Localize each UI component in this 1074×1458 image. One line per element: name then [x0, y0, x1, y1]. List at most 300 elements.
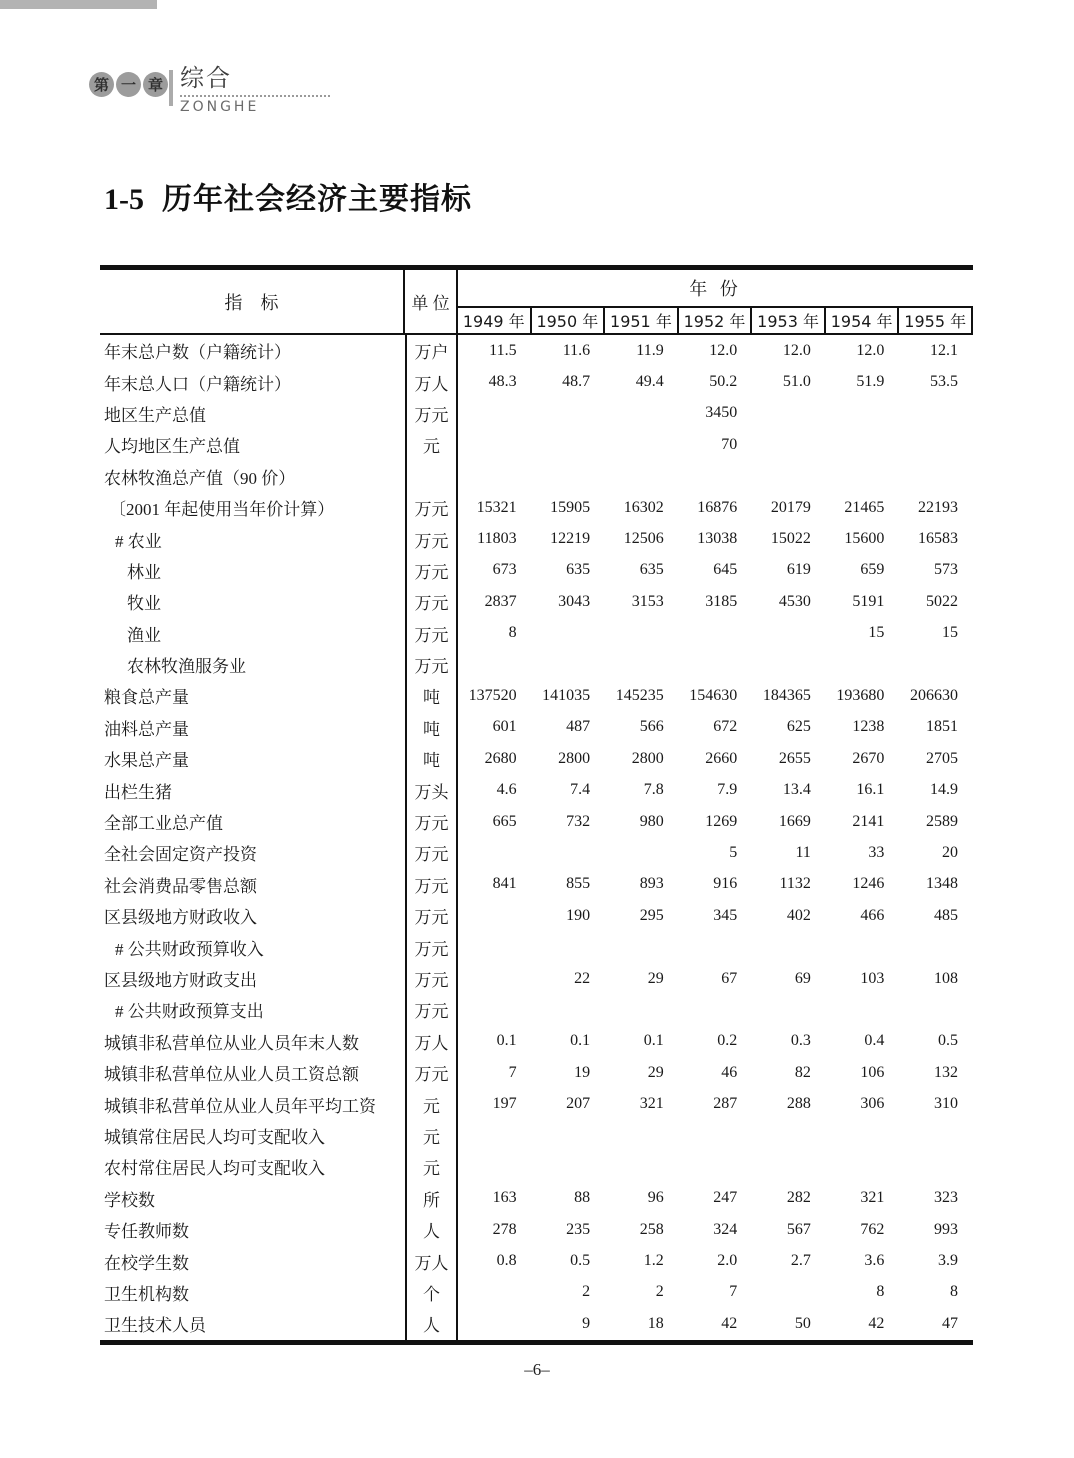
row-unit: 万元	[405, 649, 458, 680]
row-value: 20179	[770, 498, 811, 516]
row-value	[532, 461, 606, 492]
row-value: 306	[860, 1095, 885, 1113]
row-value: 50	[794, 1314, 811, 1332]
row-value	[899, 1120, 973, 1151]
chapter-badge-circle: 一	[116, 72, 141, 97]
row-value: 2670	[852, 749, 885, 767]
row-value: 402	[786, 906, 811, 924]
row-label: # 公共财政预算收入	[115, 939, 264, 959]
row-value: 310	[933, 1095, 958, 1113]
row-value	[899, 649, 973, 680]
row-value	[605, 649, 679, 680]
row-value: 0.5	[937, 1032, 958, 1050]
row-value: 7	[729, 1283, 738, 1301]
row-value: 19	[574, 1063, 591, 1081]
indicators-table	[100, 265, 973, 1345]
row-label: 城镇非私营单位从业人员年末人数	[104, 1033, 359, 1053]
row-value: 7.9	[717, 781, 738, 799]
row-value	[752, 618, 826, 649]
row-value: 12.0	[856, 341, 885, 359]
table-row	[100, 869, 973, 900]
row-value	[458, 963, 532, 994]
row-value	[679, 649, 753, 680]
row-unit: 万元	[405, 1057, 458, 1088]
header-unit: 单 位	[405, 270, 458, 333]
row-value: 1851	[925, 718, 958, 736]
row-value	[532, 649, 606, 680]
row-value: 2800	[631, 749, 664, 767]
row-value	[605, 398, 679, 429]
row-value: 48.3	[488, 373, 517, 391]
row-label: 出栏生猪	[104, 782, 172, 802]
row-value: 103	[860, 969, 885, 987]
row-value: 3.6	[864, 1252, 885, 1270]
row-value: 13038	[697, 530, 738, 548]
row-value: 42	[868, 1314, 885, 1332]
row-value	[605, 994, 679, 1025]
table-row	[100, 618, 973, 649]
table-row	[100, 743, 973, 774]
row-value: 67	[721, 969, 738, 987]
row-value: 16876	[697, 498, 738, 516]
row-unit: 万元	[405, 618, 458, 649]
row-value: 0.2	[717, 1032, 738, 1050]
row-value: 0.1	[496, 1032, 517, 1050]
row-label: 学校数	[104, 1190, 155, 1210]
row-value: 635	[639, 561, 664, 579]
row-value: 1348	[925, 875, 958, 893]
row-value: 48.7	[562, 373, 591, 391]
row-value	[679, 931, 753, 962]
page-number: –6–	[524, 1360, 550, 1379]
row-value: 42	[721, 1314, 738, 1332]
row-unit: 万元	[405, 837, 458, 868]
row-value: 980	[639, 812, 664, 830]
row-value: 993	[933, 1220, 958, 1238]
row-value: 163	[492, 1189, 517, 1207]
row-value	[458, 994, 532, 1025]
row-value: 321	[860, 1189, 885, 1207]
row-label: 城镇非私营单位从业人员工资总额	[104, 1065, 359, 1085]
row-value: 15321	[476, 498, 517, 516]
table-row	[100, 1088, 973, 1119]
row-value	[752, 1277, 826, 1308]
row-value: 3153	[631, 592, 664, 610]
section-title	[104, 174, 472, 218]
row-value: 15022	[770, 530, 811, 548]
row-label: 油料总产量	[104, 719, 189, 739]
row-value	[826, 931, 900, 962]
row-unit: 万元	[405, 523, 458, 554]
row-unit: 万元	[405, 555, 458, 586]
table-row	[100, 366, 973, 397]
row-value: 3043	[558, 592, 591, 610]
table-row	[100, 1214, 973, 1245]
table-row	[100, 1308, 973, 1339]
row-value: 2705	[925, 749, 958, 767]
row-value: 46	[721, 1063, 738, 1081]
row-value: 15	[868, 624, 885, 642]
row-value: 12506	[623, 530, 664, 548]
row-value: 106	[860, 1063, 885, 1081]
table-row	[100, 900, 973, 931]
row-value: 916	[713, 875, 738, 893]
row-value: 15600	[844, 530, 885, 548]
row-value: 18	[647, 1314, 664, 1332]
row-value: 3185	[705, 592, 738, 610]
table-row	[100, 492, 973, 523]
row-unit: 万人	[405, 1026, 458, 1057]
row-value: 7.4	[570, 781, 591, 799]
row-unit: 万人	[405, 366, 458, 397]
row-value	[899, 1151, 973, 1182]
row-label: 农村常住居民人均可支配收入	[104, 1159, 325, 1179]
row-value: 8	[508, 624, 517, 642]
row-value	[458, 837, 532, 868]
year-col-header: 1949 年	[458, 308, 532, 333]
row-value	[458, 900, 532, 931]
row-value	[605, 931, 679, 962]
row-value	[826, 994, 900, 1025]
row-value	[605, 429, 679, 460]
row-unit: 万元	[405, 900, 458, 931]
row-value: 1246	[852, 875, 885, 893]
row-value: 1238	[852, 718, 885, 736]
row-unit: 所	[405, 1183, 458, 1214]
row-label: 地区生产总值	[104, 405, 206, 425]
row-value: 288	[786, 1095, 811, 1113]
row-value	[532, 429, 606, 460]
table-row	[100, 523, 973, 554]
row-value: 15905	[550, 498, 591, 516]
row-label: 专任教师数	[104, 1222, 189, 1242]
row-value: 193680	[836, 686, 885, 704]
row-unit: 元	[405, 1120, 458, 1151]
row-value: 53.5	[929, 373, 958, 391]
row-value: 51.9	[856, 373, 885, 391]
table-row	[100, 806, 973, 837]
row-value: 22	[574, 969, 591, 987]
row-unit: 个	[405, 1277, 458, 1308]
row-value: 8	[876, 1283, 885, 1301]
row-unit: 万元	[405, 994, 458, 1025]
row-value	[899, 398, 973, 429]
section-title-text: 历年社会经济主要指标	[162, 183, 472, 216]
row-value: 137520	[468, 686, 517, 704]
row-value: 51.0	[782, 373, 811, 391]
row-value	[826, 1120, 900, 1151]
row-label: 林业	[127, 562, 161, 582]
row-label: # 公共财政预算支出	[115, 1002, 264, 1022]
row-value	[679, 994, 753, 1025]
table-body	[100, 335, 973, 1345]
row-value: 29	[647, 969, 664, 987]
row-value: 3450	[705, 404, 738, 422]
row-value	[899, 994, 973, 1025]
row-value: 665	[492, 812, 517, 830]
row-value	[532, 931, 606, 962]
row-value	[458, 1151, 532, 1182]
row-label: # 农业	[115, 531, 162, 551]
row-value	[458, 1120, 532, 1151]
row-unit: 元	[405, 1088, 458, 1119]
row-value	[826, 398, 900, 429]
row-value: 1.2	[643, 1252, 664, 1270]
row-label: 卫生技术人员	[104, 1316, 206, 1336]
row-value: 732	[566, 812, 591, 830]
row-value: 82	[794, 1063, 811, 1081]
row-value: 12.0	[709, 341, 738, 359]
row-value: 487	[566, 718, 591, 736]
chapter-badge-circle: 章	[143, 72, 168, 97]
row-value: 635	[566, 561, 591, 579]
row-value: 8	[949, 1283, 958, 1301]
row-value: 108	[933, 969, 958, 987]
row-unit: 吨	[405, 680, 458, 711]
row-label: 区县级地方财政收入	[104, 908, 257, 928]
row-label: 水果总产量	[104, 751, 189, 771]
section-number: 1-5	[104, 183, 144, 216]
row-value: 12.1	[929, 341, 958, 359]
row-value	[752, 461, 826, 492]
row-value: 184365	[762, 686, 811, 704]
row-value: 15	[941, 624, 958, 642]
row-value: 3.9	[937, 1252, 958, 1270]
row-label: 农林牧渔服务业	[127, 657, 246, 677]
row-value	[458, 649, 532, 680]
row-label: 〔2001 年起使用当年价计算）	[109, 500, 335, 520]
row-value	[826, 1151, 900, 1182]
row-value: 893	[639, 875, 664, 893]
row-value: 132	[933, 1063, 958, 1081]
row-value: 321	[639, 1095, 664, 1113]
row-value: 11.6	[562, 341, 591, 359]
row-unit: 万元	[405, 586, 458, 617]
row-value	[752, 398, 826, 429]
row-value: 2.0	[717, 1252, 738, 1270]
row-value: 5191	[852, 592, 885, 610]
chapter-subtitle: ZONGHE	[180, 99, 260, 116]
row-unit: 万元	[405, 492, 458, 523]
table-row	[100, 649, 973, 680]
row-value: 323	[933, 1189, 958, 1207]
row-value: 625	[786, 718, 811, 736]
row-value: 567	[786, 1220, 811, 1238]
table-row	[100, 1277, 973, 1308]
row-unit: 元	[405, 1151, 458, 1182]
row-value: 619	[786, 561, 811, 579]
row-value: 841	[492, 875, 517, 893]
row-label: 粮食总产量	[104, 688, 189, 708]
table-row	[100, 680, 973, 711]
row-unit: 万人	[405, 1245, 458, 1276]
row-value: 2680	[484, 749, 517, 767]
row-value: 70	[721, 435, 738, 453]
header-year-group: 年 份	[689, 279, 742, 299]
table-row	[100, 1183, 973, 1214]
row-value: 2.7	[790, 1252, 811, 1270]
row-value: 12.0	[782, 341, 811, 359]
year-col-header: 1954 年	[826, 308, 900, 333]
row-value	[752, 429, 826, 460]
row-label: 牧业	[127, 594, 161, 614]
row-value: 0.5	[570, 1252, 591, 1270]
row-value: 485	[933, 906, 958, 924]
table-row	[100, 1057, 973, 1088]
row-value: 21465	[844, 498, 885, 516]
row-unit: 万头	[405, 774, 458, 805]
year-col-header: 1953 年	[752, 308, 826, 333]
row-value	[899, 429, 973, 460]
row-value	[679, 618, 753, 649]
row-label: 城镇常住居民人均可支配收入	[104, 1127, 325, 1147]
row-value: 197	[492, 1095, 517, 1113]
table-row	[100, 335, 973, 366]
row-value	[899, 931, 973, 962]
row-value: 659	[860, 561, 885, 579]
row-value	[826, 461, 900, 492]
chapter-dotted-rule	[180, 95, 330, 97]
row-value	[458, 1308, 532, 1339]
row-value: 4.6	[496, 781, 517, 799]
chapter-badge	[89, 72, 168, 97]
row-value: 601	[492, 718, 517, 736]
row-value: 573	[933, 561, 958, 579]
row-value: 282	[786, 1189, 811, 1207]
row-value: 50.2	[709, 373, 738, 391]
row-value: 287	[713, 1095, 738, 1113]
row-value: 235	[566, 1220, 591, 1238]
row-value: 345	[713, 906, 738, 924]
row-value: 11.5	[489, 341, 517, 359]
row-value	[752, 1120, 826, 1151]
row-label: 卫生机构数	[104, 1284, 189, 1304]
table-row	[100, 931, 973, 962]
header-indicator: 指 标	[100, 270, 405, 333]
year-col-header: 1951 年	[605, 308, 679, 333]
row-value: 7	[508, 1063, 517, 1081]
row-value	[679, 1151, 753, 1182]
row-value: 11	[795, 843, 811, 861]
row-value: 278	[492, 1220, 517, 1238]
row-value	[752, 931, 826, 962]
row-value: 645	[713, 561, 738, 579]
row-label: 全部工业总产值	[104, 814, 223, 834]
row-unit: 吨	[405, 712, 458, 743]
row-value: 69	[794, 969, 811, 987]
table-row	[100, 1026, 973, 1057]
row-value	[532, 1120, 606, 1151]
table-row	[100, 586, 973, 617]
row-label: 渔业	[127, 625, 161, 645]
row-value	[752, 649, 826, 680]
table-row	[100, 712, 973, 743]
row-value: 47	[941, 1314, 958, 1332]
table-row	[100, 461, 973, 492]
row-value: 762	[860, 1220, 885, 1238]
row-value	[605, 1120, 679, 1151]
row-value: 49.4	[635, 373, 664, 391]
row-value: 16302	[623, 498, 664, 516]
row-value: 1269	[705, 812, 738, 830]
row-value: 673	[492, 561, 517, 579]
row-unit: 人	[405, 1214, 458, 1245]
row-value: 2	[582, 1283, 591, 1301]
row-value: 9	[582, 1314, 591, 1332]
row-value: 207	[566, 1095, 591, 1113]
row-unit: 元	[405, 429, 458, 460]
row-value: 12219	[550, 530, 591, 548]
row-value	[826, 429, 900, 460]
row-value: 16.1	[856, 781, 885, 799]
year-col-header: 1955 年	[899, 308, 973, 333]
row-value	[458, 429, 532, 460]
row-value	[458, 398, 532, 429]
row-label: 全社会固定资产投资	[104, 845, 257, 865]
row-unit: 万元	[405, 963, 458, 994]
row-value: 466	[860, 906, 885, 924]
row-value: 5022	[925, 592, 958, 610]
row-value: 2	[655, 1283, 664, 1301]
row-unit: 人	[405, 1308, 458, 1339]
table-row	[100, 1245, 973, 1276]
row-value	[605, 618, 679, 649]
row-value: 154630	[689, 686, 738, 704]
row-value: 4530	[778, 592, 811, 610]
row-value: 672	[713, 718, 738, 736]
row-value: 11.9	[636, 341, 664, 359]
row-value: 29	[647, 1063, 664, 1081]
row-value: 11803	[477, 530, 517, 548]
row-value: 14.9	[929, 781, 958, 799]
table-row	[100, 837, 973, 868]
row-value: 247	[713, 1189, 738, 1207]
row-value	[605, 461, 679, 492]
row-value	[605, 837, 679, 868]
table-row	[100, 555, 973, 586]
row-label: 在校学生数	[104, 1253, 189, 1273]
row-value	[458, 461, 532, 492]
row-label: 农林牧渔总产值（90 价）	[104, 468, 296, 488]
row-value: 5	[729, 843, 738, 861]
row-value	[532, 618, 606, 649]
row-value: 88	[574, 1189, 591, 1207]
row-value: 2660	[705, 749, 738, 767]
row-value	[532, 837, 606, 868]
row-value: 190	[566, 906, 591, 924]
row-unit	[405, 461, 458, 492]
row-value: 145235	[615, 686, 664, 704]
row-value: 1132	[779, 875, 811, 893]
row-value: 96	[647, 1189, 664, 1207]
row-value: 206630	[909, 686, 958, 704]
table-row	[100, 429, 973, 460]
row-value: 16583	[917, 530, 958, 548]
row-value: 324	[713, 1220, 738, 1238]
row-label: 年末总人口（户籍统计）	[104, 374, 291, 394]
row-value	[458, 1277, 532, 1308]
row-unit: 万元	[405, 806, 458, 837]
year-col-header: 1950 年	[532, 308, 606, 333]
row-label: 区县级地方财政支出	[104, 971, 257, 990]
row-value	[752, 994, 826, 1025]
row-value: 2141	[852, 812, 885, 830]
chapter-divider-line	[169, 70, 173, 106]
year-header-row	[458, 306, 973, 333]
row-value: 295	[639, 906, 664, 924]
chapter-badge-circle: 第	[89, 72, 114, 97]
row-unit: 万户	[405, 335, 458, 366]
